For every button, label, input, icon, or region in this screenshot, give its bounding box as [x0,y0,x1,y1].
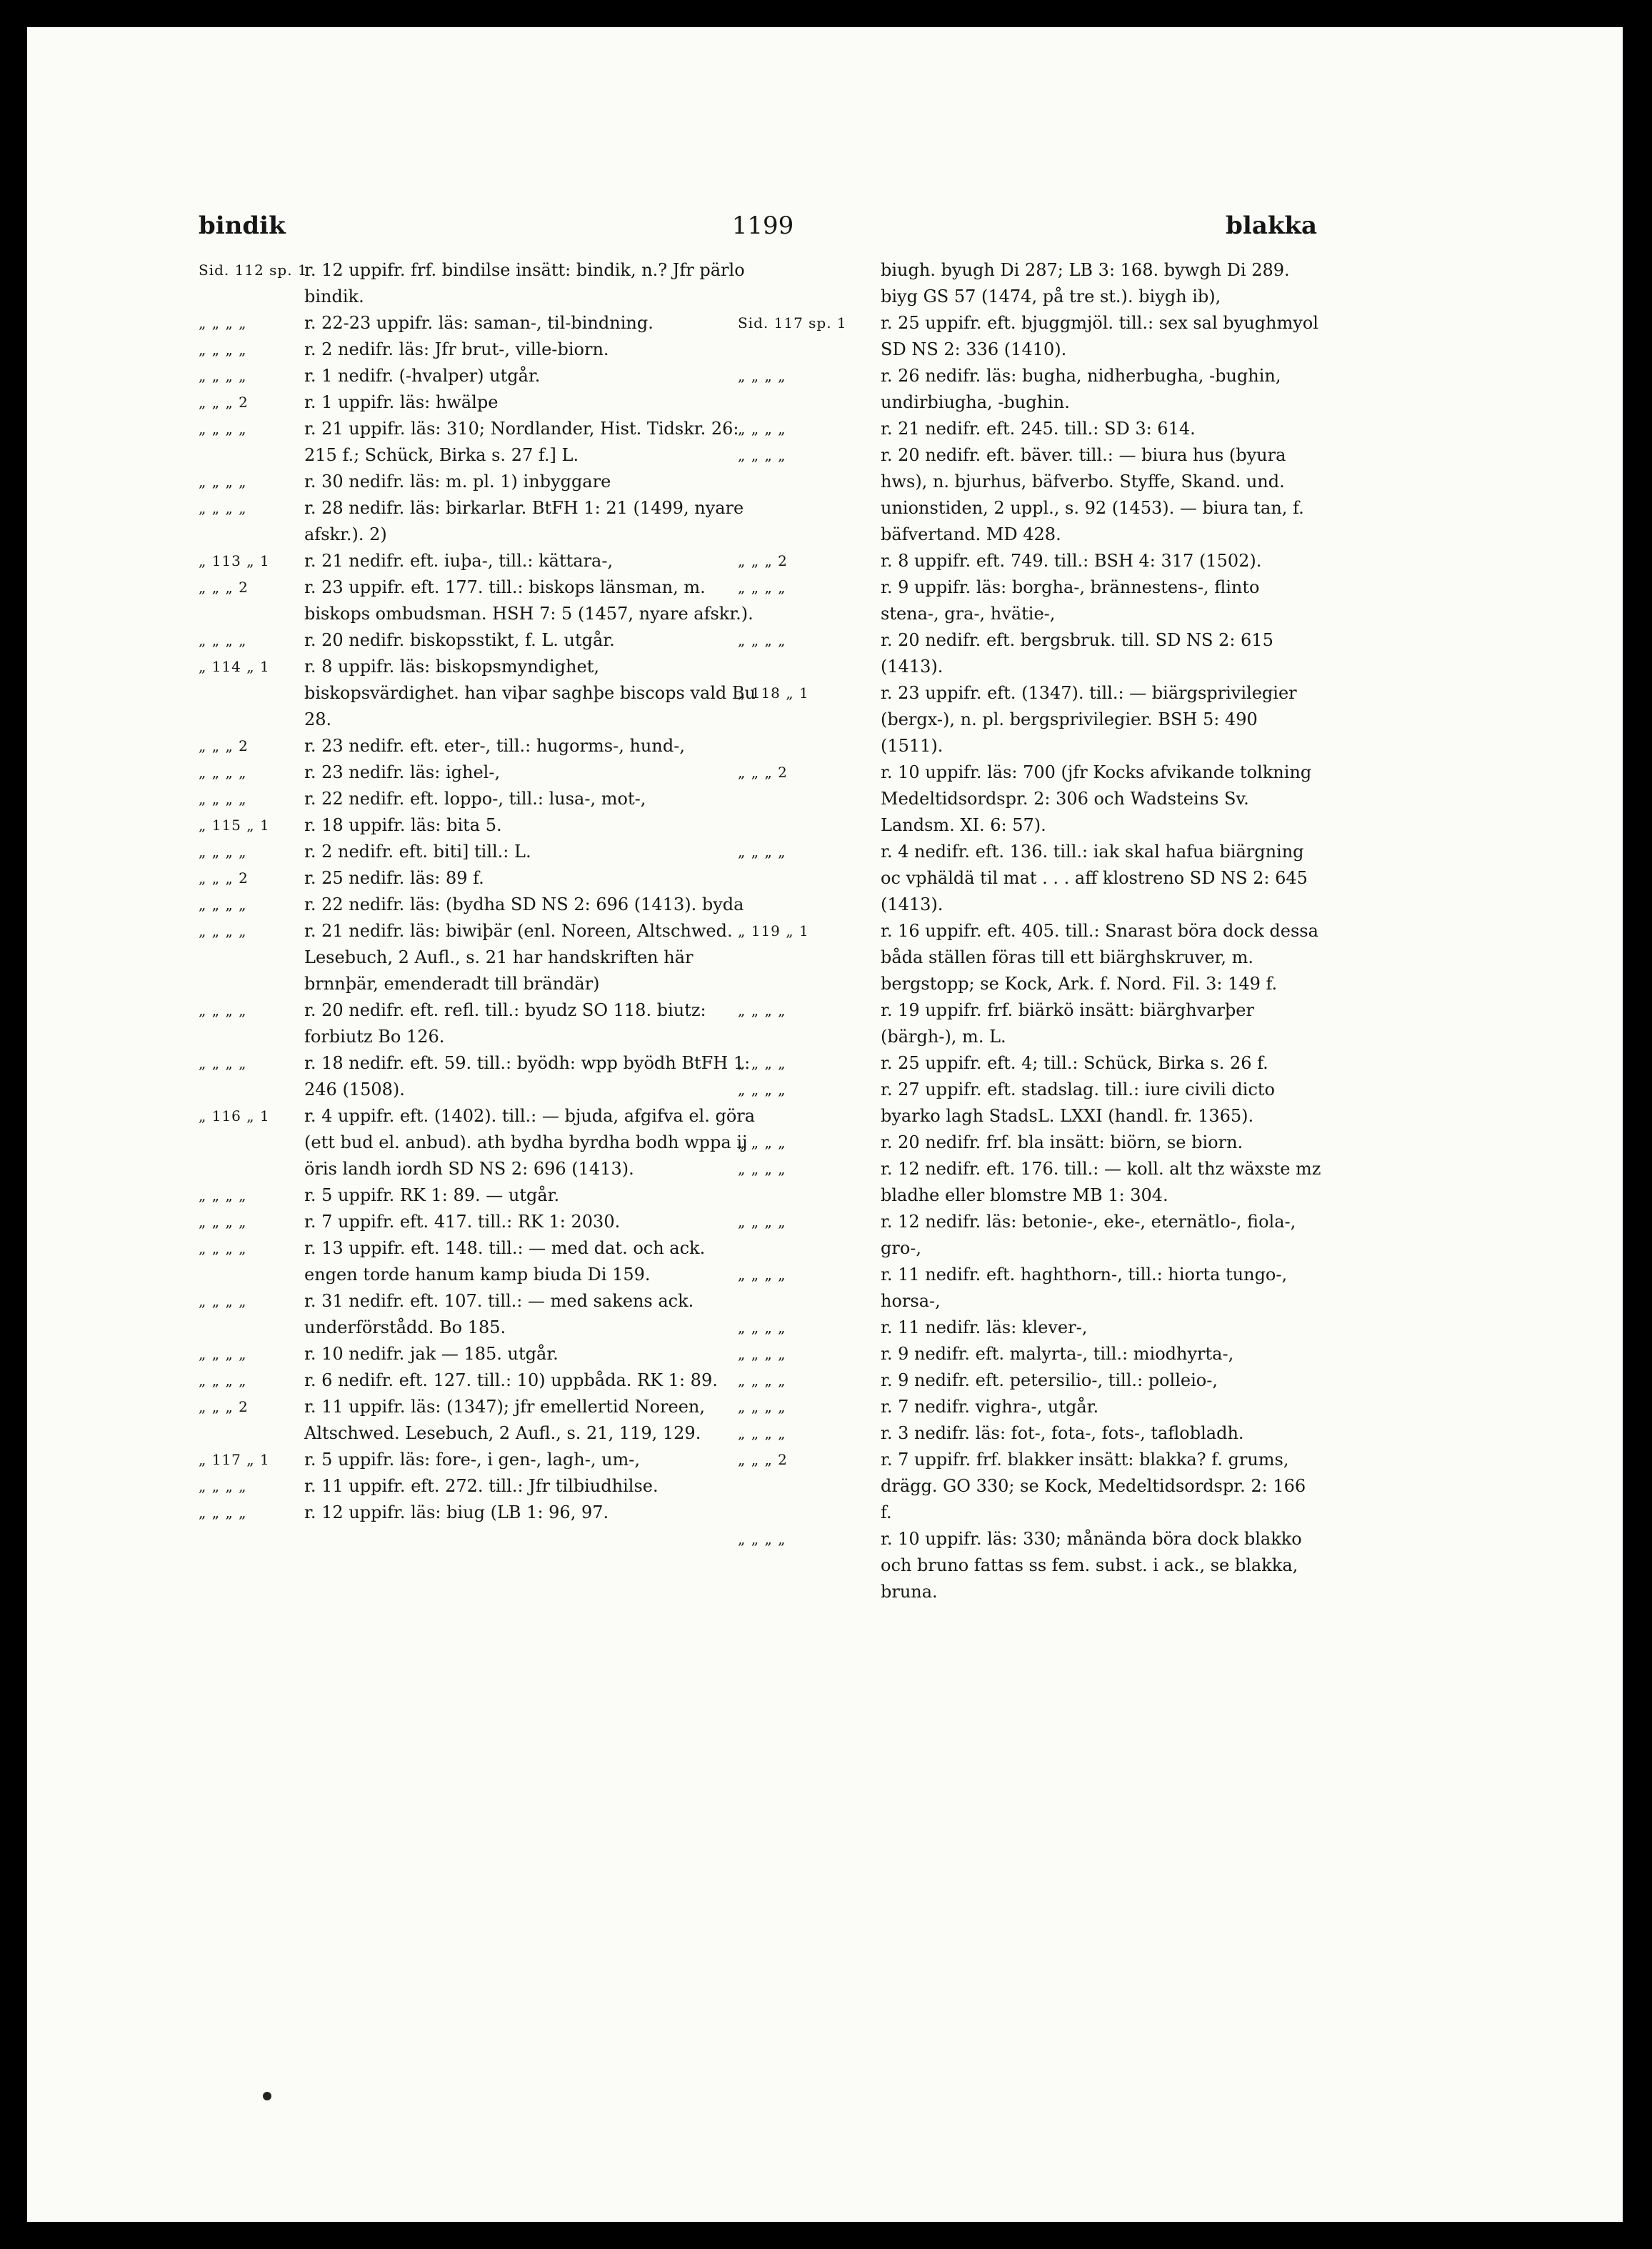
entry-reference: „ „ „ „ [738,1530,786,1547]
correction-entry [199,1394,759,1447]
correction-entry [738,1341,1322,1367]
correction-entry [738,997,1322,1050]
entry-reference: „ „ „ „ [199,922,247,939]
correction-entry [738,918,1322,997]
entry-reference: „ „ „ „ [199,1477,247,1495]
correction-entry [738,1315,1322,1341]
page-number: 1199 [731,211,794,240]
entry-text: r. 5 uppifr. läs: fore-, i gen-, lagh-, um-, [304,1450,641,1470]
correction-entry [738,1526,1322,1605]
entry-reference: „ „ „ „ [738,367,786,384]
entry-text: r. 21 nedifr. läs: biwiþär (enl. Noreen, Altschwed. Lesebuch, 2 Aufl., s. 21 har handskriften här brnnþär, emenderadt till brändär) [304,921,733,994]
correction-entry [199,416,759,469]
entry-reference: „ „ „ 2 [199,869,249,887]
entry-reference: „ „ „ „ [199,1054,247,1072]
dictionary-page [27,27,1623,2222]
entry-text: r. 23 uppifr. eft. 177. till.: biskops länsman, m. biskops ombudsman. HSH 7: 5 (1457, nyare afskr.). [304,577,754,624]
correction-entry [199,627,759,654]
entry-reference: „ „ „ „ [199,1292,247,1310]
correction-entry [738,1209,1322,1262]
entry-text: r. 20 nedifr. eft. bergsbruk. till. SD NS 2: 615 (1413). [881,630,1273,677]
correction-entry [738,257,1322,310]
entry-text: r. 12 uppifr. läs: biug (LB 1: 96, 97. [304,1502,609,1522]
entry-text: r. 10 nedifr. jak — 185. utgår. [304,1344,559,1364]
correction-entry [738,627,1322,680]
entry-text: r. 20 nedifr. eft. refl. till.: byudz SO 118. biutz: forbiutz Bo 126. [304,1000,706,1047]
entry-text: r. 21 uppifr. läs: 310; Nordlander, Hist. Tidskr. 26: 215 f.; Schück, Birka s. 27 f.] L. [304,419,739,465]
entry-reference: „ „ „ „ [199,764,247,781]
entry-text: r. 25 uppifr. eft. 4; till.: Schück, Birka s. 26 f. [881,1053,1268,1073]
entry-reference: „ 113 „ 1 [199,552,270,569]
entry-reference: „ „ „ „ [738,420,786,437]
entry-reference: „ „ „ „ [738,843,786,860]
correction-entry [738,759,1322,839]
entry-text: r. 27 uppifr. eft. stadslag. till.: iure civili dicto byarko lagh StadsL. LXXI (handl. fr. 1365). [881,1079,1275,1126]
entry-text: r. 30 nedifr. läs: m. pl. 1) inbyggare [304,472,611,492]
entry-text: r. 11 nedifr. eft. haghthorn-, till.: hiorta tungo-, horsa-, [881,1265,1288,1311]
entry-text: r. 7 uppifr. frf. blakker insätt: blakka? f. grums, drägg. GO 330; se Kock, Medeltidsordspr. 2: 166 f. [881,1450,1306,1522]
entry-text: biugh. byugh Di 287; LB 3: 168. bywgh Di 289. biyg GS 57 (1474, på tre st.). biygh ib), [881,260,1290,306]
correction-entry [199,469,759,495]
entry-text: r. 18 nedifr. eft. 59. till.: byödh: wpp byödh BtFH 1: 246 (1508). [304,1053,751,1099]
entry-reference: „ 117 „ 1 [199,1451,270,1468]
header-right-word: blakka [1226,211,1317,240]
correction-entry [199,574,759,627]
entry-reference: „ „ „ „ [738,1213,786,1230]
correction-entry [199,1288,759,1341]
correction-entry [738,1130,1322,1156]
correction-entry [199,1050,759,1103]
entry-text: r. 10 uppifr. läs: 700 (jfr Kocks afvikande tolkning Medeltidsordspr. 2: 306 och Wadsteins Sv. Landsm. XI. 6: 57). [881,762,1312,835]
entry-reference: „ „ „ „ [199,1213,247,1230]
entry-reference: „ „ „ „ [199,1504,247,1521]
entry-reference: „ „ „ „ [738,632,786,649]
correction-entry [738,680,1322,759]
correction-entry [199,786,759,812]
entry-reference: „ „ „ „ [738,1054,786,1072]
entry-reference: „ „ „ „ [738,447,786,464]
entry-reference: „ „ „ „ [738,1266,786,1283]
correction-entry [199,363,759,389]
right-column [738,257,1322,2186]
entry-text: r. 12 nedifr. läs: betonie-, eke-, eternätlo-, fiola-, gro-, [881,1212,1296,1258]
entry-reference: „ „ „ „ [199,1372,247,1389]
entry-reference: „ „ „ „ [199,1187,247,1204]
correction-entry [199,1182,759,1209]
entry-reference: „ 116 „ 1 [199,1107,270,1124]
entry-text: r. 20 nedifr. frf. bla insätt: biörn, se biorn. [881,1132,1243,1152]
correction-entry [199,389,759,416]
correction-entry [199,839,759,865]
entry-text: r. 23 uppifr. eft. (1347). till.: — biärgsprivilegier (bergx-), n. pl. bergsprivilegier. BSH 5: 490 (1511). [881,683,1297,756]
correction-entry [199,495,759,548]
entry-reference: „ „ „ 2 [738,1451,788,1468]
entry-reference: „ „ „ „ [199,499,247,517]
correction-entry [738,442,1322,548]
correction-entry [738,363,1322,416]
correction-entry [738,548,1322,574]
correction-entry [199,865,759,892]
entry-reference: „ „ „ „ [199,367,247,384]
entry-text: r. 4 uppifr. eft. (1402). till.: — bjuda, afgifva el. göra (ett bud el. anbud). ath bydha byrdha bodh wppa ij öris landh iordh SD NS 2: 696 (1413). [304,1106,756,1179]
entry-text: r. 18 uppifr. läs: bita 5. [304,815,502,835]
entry-text: r. 9 uppifr. läs: borgha-, brännestens-, flinto stena-, gra-, hvätie-, [881,577,1260,624]
correction-entry [738,574,1322,627]
entry-text: r. 11 uppifr. eft. 272. till.: Jfr tilbiudhilse. [304,1476,659,1496]
correction-entry [199,918,759,997]
entry-reference: „ „ „ 2 [199,579,249,596]
entry-text: r. 9 nedifr. eft. petersilio-, till.: polleio-, [881,1370,1218,1390]
entry-text: r. 26 nedifr. läs: bugha, nidherbugha, -bughin, undirbiugha, -bughin. [881,366,1281,412]
entry-reference: „ „ „ „ [738,1081,786,1098]
entry-reference: „ „ „ „ [199,843,247,860]
correction-entry [199,310,759,336]
entry-reference: „ „ „ „ [199,341,247,358]
entry-reference: „ „ „ „ [199,473,247,490]
correction-entry [199,759,759,786]
entry-text: r. 2 nedifr. läs: Jfr brut-, ville-biorn. [304,339,609,359]
entry-reference: „ „ „ „ [199,1002,247,1019]
correction-entry [199,1209,759,1235]
entry-reference: „ „ „ „ [738,579,786,596]
correction-entry [738,1367,1322,1394]
entry-text: r. 23 nedifr. läs: ighel-, [304,762,501,782]
entry-text: r. 23 nedifr. eft. eter-, till.: hugorms-, hund-, [304,736,685,756]
entry-text: r. 20 nedifr. biskopsstikt, f. L. utgår. [304,630,615,650]
entry-text: r. 13 uppifr. eft. 148. till.: — med dat. och ack. engen torde hanum kamp biuda Di 159. [304,1238,706,1285]
entry-reference: „ „ „ 2 [199,1398,249,1415]
correction-entry [738,1156,1322,1209]
entry-reference: „ „ „ „ [199,790,247,807]
entry-text: r. 1 uppifr. läs: hwälpe [304,392,499,412]
entry-reference: „ „ „ 2 [738,552,788,569]
correction-entry [199,654,759,733]
entry-reference: „ „ „ „ [199,632,247,649]
entry-reference: „ „ „ „ [199,314,247,331]
entry-reference: „ „ „ „ [738,1134,786,1151]
entry-text: r. 20 nedifr. eft. bäver. till.: — biura hus (byura hws), n. bjurhus, bäfverbo. Styffe, Skand. und. unionstiden, 2 uppl., s. 92 (1453). — biura tan, f. bäfvertand. MD 428. [881,445,1304,544]
entry-reference: „ 119 „ 1 [738,922,809,939]
entry-reference: Sid. 112 sp. 1 [199,261,308,279]
entry-text: r. 22-23 uppifr. läs: saman-, til-bindning. [304,313,654,333]
correction-entry [738,1420,1322,1447]
entry-reference: „ „ „ „ [738,1160,786,1177]
correction-entry [738,310,1322,363]
entry-text: r. 19 uppifr. frf. biärkö insätt: biärghvarþer (bärgh-), m. L. [881,1000,1254,1047]
correction-entry [199,812,759,839]
entry-reference: „ „ „ „ [738,1319,786,1336]
bullet-mark [263,2092,271,2100]
entry-reference: „ „ „ 2 [199,394,249,411]
entry-reference: „ „ „ „ [738,1345,786,1362]
entry-text: r. 7 uppifr. eft. 417. till.: RK 1: 2030. [304,1212,621,1232]
entry-text: r. 8 uppifr. eft. 749. till.: BSH 4: 317 (1502). [881,551,1262,571]
entry-reference: „ „ „ „ [199,420,247,437]
header-left-word: bindik [199,211,286,240]
entry-reference: „ 115 „ 1 [199,817,270,834]
entry-reference: „ „ „ „ [738,1002,786,1019]
entry-reference: „ „ „ „ [199,1240,247,1257]
correction-entry [199,1103,759,1182]
entry-text: r. 4 nedifr. eft. 136. till.: iak skal hafua biärgning oc vphäldä til mat . . . aff klostreno SD NS 2: 645 (1413). [881,842,1308,914]
correction-entry [738,839,1322,918]
entry-reference: „ 114 „ 1 [199,658,270,675]
correction-entry [738,1077,1322,1130]
entry-text: r. 8 uppifr. läs: biskopsmyndighet, biskopsvärdighet. han viþar saghþe biscops vald Bu 28. [304,657,756,729]
entry-text: r. 11 nedifr. läs: klever-, [881,1317,1088,1337]
entry-text: r. 5 uppifr. RK 1: 89. — utgår. [304,1185,560,1205]
entry-reference: „ „ „ „ [738,1425,786,1442]
correction-entry [199,1473,759,1500]
entry-text: r. 12 nedifr. eft. 176. till.: — koll. alt thz wäxste mz bladhe eller blomstre MB 1: 304. [881,1159,1321,1205]
correction-entry [199,1235,759,1288]
entry-text: r. 21 nedifr. eft. 245. till.: SD 3: 614. [881,419,1196,439]
entry-text: r. 3 nedifr. läs: fot-, fota-, fots-, taflobladh. [881,1423,1244,1443]
correction-entry [738,1262,1322,1315]
entry-text: r. 9 nedifr. eft. malyrta-, till.: miodhyrta-, [881,1344,1234,1364]
entry-reference: „ „ „ 2 [738,764,788,781]
entry-text: r. 25 uppifr. eft. bjuggmjöl. till.: sex sal byughmyol SD NS 2: 336 (1410). [881,313,1318,359]
entry-text: r. 1 nedifr. (-hvalper) utgår. [304,366,541,386]
correction-entry [738,1050,1322,1077]
entry-text: r. 22 nedifr. eft. loppo-, till.: lusa-, mot-, [304,789,646,809]
entry-reference: Sid. 117 sp. 1 [738,314,847,331]
correction-entry [738,1394,1322,1420]
entry-reference: „ „ „ „ [199,1345,247,1362]
entry-text: r. 28 nedifr. läs: birkarlar. BtFH 1: 21 (1499, nyare afskr.). 2) [304,498,744,544]
entry-reference: „ „ „ „ [738,1372,786,1389]
entry-text: r. 12 uppifr. frf. bindilse insätt: bindik, n.? Jfr pärlo bindik. [304,260,745,306]
entry-text: r. 7 nedifr. vighra-, utgår. [881,1397,1099,1417]
entry-text: r. 11 uppifr. läs: (1347); jfr emellertid Noreen, Altschwed. Lesebuch, 2 Aufl., s. 21, 119, 129. [304,1397,705,1443]
correction-entry [199,548,759,574]
entry-reference: „ „ „ „ [738,1398,786,1415]
correction-entry [199,997,759,1050]
correction-entry [199,1341,759,1367]
entry-text: r. 10 uppifr. läs: 330; månända böra dock blakko och bruno fattas ss fem. subst. i ack., se blakka, bruna. [881,1529,1302,1602]
entry-text: r. 2 nedifr. eft. biti] till.: L. [304,842,531,862]
left-column [199,257,759,2186]
correction-entry [738,416,1322,442]
entry-reference: „ „ „ 2 [199,737,249,754]
entry-text: r. 21 nedifr. eft. iuþa-, till.: kättara-, [304,551,614,571]
correction-entry [199,257,759,310]
correction-entry [199,733,759,759]
entry-text: r. 16 uppifr. eft. 405. till.: Snarast böra dock dessa båda ställen föras till ett biärghskruver, m. bergstopp; se Kock, Ark. f. Nord. Fil. 3: 149 f. [881,921,1318,994]
entry-text: r. 25 nedifr. läs: 89 f. [304,868,484,888]
correction-entry [199,336,759,363]
correction-entry [199,1500,759,1526]
entry-text: r. 31 nedifr. eft. 107. till.: — med sakens ack. underförstådd. Bo 185. [304,1291,694,1337]
entry-text: r. 6 nedifr. eft. 127. till.: 10) uppbåda. RK 1: 89. [304,1370,718,1390]
correction-entry [738,1447,1322,1526]
correction-entry [199,892,759,918]
correction-entry [199,1447,759,1473]
entry-reference: „ „ „ „ [199,896,247,913]
entry-text: r. 22 nedifr. läs: (bydha SD NS 2: 696 (1413). byda [304,894,744,914]
correction-entry [199,1367,759,1394]
entry-reference: „ 118 „ 1 [738,684,809,702]
